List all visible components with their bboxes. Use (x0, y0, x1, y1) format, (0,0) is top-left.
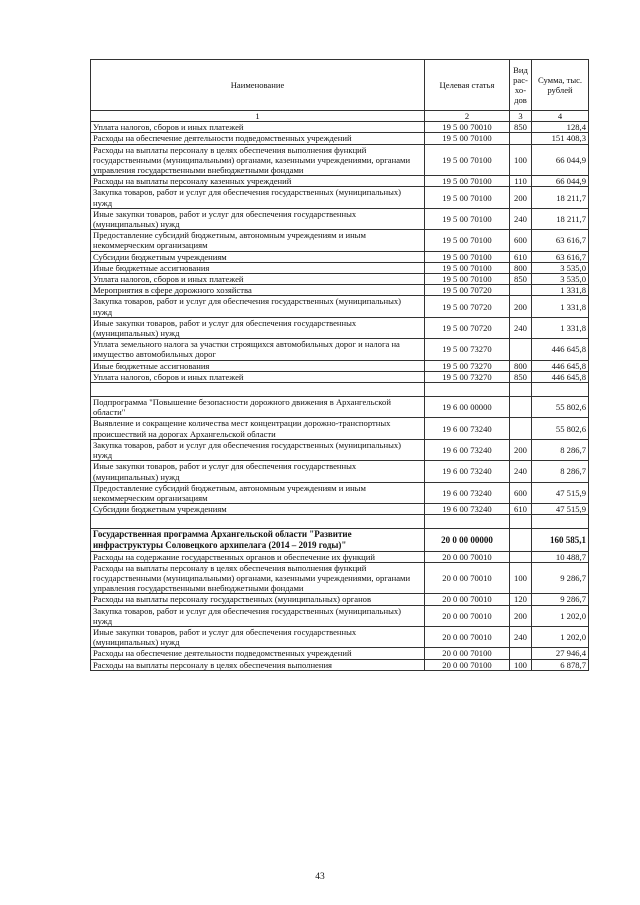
row-code-cell: 19 5 00 70100 (425, 133, 510, 144)
row-type-cell (510, 133, 532, 144)
table-body (91, 122, 589, 671)
row-sum-cell: 1 202,0 (532, 605, 589, 626)
row-sum-cell: 128,4 (532, 122, 589, 133)
table-row (91, 383, 589, 397)
row-code-cell: 19 5 00 70720 (425, 296, 510, 317)
table-row (91, 317, 589, 338)
row-name-cell: Государственная программа Архангельской области "Развитие инфраструктуры Соловецкого архипелага (2014 – 2019 годы)" (91, 529, 425, 551)
row-sum-cell: 160 585,1 (532, 529, 589, 551)
row-code-cell: 20 0 00 70010 (425, 594, 510, 605)
table-row (91, 461, 589, 482)
row-code-cell: 20 0 00 70010 (425, 551, 510, 562)
row-code-cell: 19 5 00 70100 (425, 274, 510, 285)
budget-table (90, 59, 589, 671)
table-row (91, 594, 589, 605)
row-code-cell: 19 6 00 73240 (425, 461, 510, 482)
table-row (91, 397, 589, 418)
row-type-cell (510, 285, 532, 296)
row-type-cell (510, 339, 532, 360)
table-row (91, 339, 589, 360)
row-type-cell: 240 (510, 317, 532, 338)
row-type-cell: 200 (510, 605, 532, 626)
row-code-cell: 20 0 00 00000 (425, 529, 510, 551)
row-name-cell: Уплата налогов, сборов и иных платежей (91, 371, 425, 382)
row-name-cell: Мероприятия в сфере дорожного хозяйства (91, 285, 425, 296)
row-type-cell: 100 (510, 562, 532, 594)
row-code-cell: 20 0 00 70010 (425, 562, 510, 594)
column-number: 4 (532, 111, 589, 122)
table-row (91, 515, 589, 529)
row-type-cell: 240 (510, 626, 532, 647)
row-code-cell (425, 383, 510, 397)
table-row (91, 262, 589, 273)
row-name-cell: Расходы на выплаты персоналу государственных (муниципальных) органов (91, 594, 425, 605)
row-sum-cell: 1 331,8 (532, 285, 589, 296)
row-code-cell: 19 5 00 70100 (425, 208, 510, 229)
row-type-cell (510, 418, 532, 439)
row-sum-cell: 1 331,8 (532, 317, 589, 338)
row-type-cell: 850 (510, 274, 532, 285)
row-code-cell: 20 0 00 70100 (425, 648, 510, 659)
row-code-cell: 20 0 00 70010 (425, 605, 510, 626)
row-code-cell: 19 5 00 73270 (425, 360, 510, 371)
table-row (91, 562, 589, 594)
page-number: 43 (315, 872, 325, 882)
row-type-cell (510, 551, 532, 562)
row-sum-cell: 63 616,7 (532, 230, 589, 251)
row-sum-cell: 446 645,8 (532, 360, 589, 371)
row-name-cell: Иные закупки товаров, работ и услуг для обеспечения государственных (муниципальных) нужд (91, 626, 425, 647)
row-type-cell: 240 (510, 461, 532, 482)
row-name-cell: Иные закупки товаров, работ и услуг для обеспечения государственных (муниципальных) нужд (91, 208, 425, 229)
table-row (91, 251, 589, 262)
table-row (91, 648, 589, 659)
row-sum-cell: 3 535,0 (532, 262, 589, 273)
table-header-row (91, 60, 589, 111)
row-name-cell: Уплата налогов, сборов и иных платежей (91, 274, 425, 285)
row-code-cell: 19 5 00 70100 (425, 262, 510, 273)
row-sum-cell: 6 878,7 (532, 659, 589, 670)
row-code-cell: 19 6 00 73240 (425, 418, 510, 439)
row-type-cell: 800 (510, 360, 532, 371)
table-row (91, 285, 589, 296)
row-type-cell: 120 (510, 594, 532, 605)
table-row (91, 122, 589, 133)
row-name-cell (91, 383, 425, 397)
row-type-cell (510, 529, 532, 551)
row-sum-cell: 47 515,9 (532, 482, 589, 503)
row-sum-cell (532, 515, 589, 529)
row-sum-cell: 151 408,3 (532, 133, 589, 144)
row-name-cell: Уплата земельного налога за участки строящихся автомобильных дорог и налога на имущество автомобильных дорог (91, 339, 425, 360)
row-type-cell: 600 (510, 230, 532, 251)
row-name-cell: Подпрограмма "Повышение безопасности дорожного движения в Архангельской области" (91, 397, 425, 418)
row-sum-cell: 446 645,8 (532, 371, 589, 382)
row-name-cell: Расходы на выплаты персоналу в целях обеспечения выполнения функций государственными (муниципальными) органами, казенными учреждениями, органами управления государственными внебюджетными фондами (91, 562, 425, 594)
row-name-cell: Субсидии бюджетным учреждениям (91, 251, 425, 262)
row-type-cell: 200 (510, 296, 532, 317)
row-type-cell: 100 (510, 144, 532, 176)
table-row (91, 230, 589, 251)
row-sum-cell: 66 044,9 (532, 176, 589, 187)
row-type-cell: 850 (510, 371, 532, 382)
row-code-cell: 19 5 00 70720 (425, 285, 510, 296)
row-sum-cell: 9 286,7 (532, 594, 589, 605)
row-sum-cell: 66 044,9 (532, 144, 589, 176)
row-sum-cell: 446 645,8 (532, 339, 589, 360)
row-code-cell: 19 5 00 70100 (425, 176, 510, 187)
row-sum-cell: 27 946,4 (532, 648, 589, 659)
row-name-cell: Закупка товаров, работ и услуг для обеспечения государственных (муниципальных) нужд (91, 439, 425, 460)
row-sum-cell (532, 383, 589, 397)
row-type-cell (510, 397, 532, 418)
table-row (91, 439, 589, 460)
table-row (91, 208, 589, 229)
row-code-cell: 19 6 00 73240 (425, 439, 510, 460)
header-code: Целевая статья (425, 60, 510, 111)
row-sum-cell: 18 211,7 (532, 208, 589, 229)
row-sum-cell: 10 488,7 (532, 551, 589, 562)
row-type-cell: 600 (510, 482, 532, 503)
table-row (91, 187, 589, 208)
table-row (91, 133, 589, 144)
row-name-cell: Субсидии бюджетным учреждениям (91, 504, 425, 515)
row-name-cell: Расходы на выплаты персоналу казенных учреждений (91, 176, 425, 187)
row-name-cell: Закупка товаров, работ и услуг для обеспечения государственных (муниципальных) нужд (91, 605, 425, 626)
table-row (91, 626, 589, 647)
row-code-cell: 19 5 00 70100 (425, 144, 510, 176)
row-name-cell: Иные бюджетные ассигнования (91, 360, 425, 371)
header-name: Наименование (91, 60, 425, 111)
row-sum-cell: 55 802,6 (532, 418, 589, 439)
header-sum: Сумма, тыс. рублей (532, 60, 589, 111)
table-row (91, 482, 589, 503)
table-row (91, 176, 589, 187)
row-code-cell: 19 5 00 70010 (425, 122, 510, 133)
row-type-cell (510, 515, 532, 529)
table-row (91, 659, 589, 670)
row-name-cell: Расходы на обеспечение деятельности подведомственных учреждений (91, 648, 425, 659)
row-sum-cell: 47 515,9 (532, 504, 589, 515)
row-type-cell (510, 648, 532, 659)
row-name-cell: Предоставление субсидий бюджетным, автономным учреждениям и иным некоммерческим организациям (91, 482, 425, 503)
row-sum-cell: 63 616,7 (532, 251, 589, 262)
row-code-cell: 20 0 00 70100 (425, 659, 510, 670)
row-name-cell: Иные закупки товаров, работ и услуг для обеспечения государственных (муниципальных) нужд (91, 317, 425, 338)
row-type-cell: 800 (510, 262, 532, 273)
row-sum-cell: 3 535,0 (532, 274, 589, 285)
row-code-cell: 19 5 00 70720 (425, 317, 510, 338)
row-code-cell: 19 5 00 70100 (425, 251, 510, 262)
row-name-cell: Закупка товаров, работ и услуг для обеспечения государственных (муниципальных) нужд (91, 296, 425, 317)
row-code-cell: 20 0 00 70010 (425, 626, 510, 647)
column-number-row (91, 111, 589, 122)
row-name-cell (91, 515, 425, 529)
row-name-cell: Расходы на выплаты персоналу в целях обеспечения выполнения (91, 659, 425, 670)
table-row (91, 296, 589, 317)
row-sum-cell: 1 202,0 (532, 626, 589, 647)
table-row (91, 371, 589, 382)
row-type-cell: 240 (510, 208, 532, 229)
row-type-cell: 610 (510, 251, 532, 262)
row-sum-cell: 8 286,7 (532, 461, 589, 482)
row-type-cell (510, 383, 532, 397)
table-row (91, 274, 589, 285)
header-type: Вид рас-хо-дов (510, 60, 532, 111)
row-code-cell: 19 6 00 73240 (425, 504, 510, 515)
row-sum-cell: 18 211,7 (532, 187, 589, 208)
table-row (91, 144, 589, 176)
table-row (91, 418, 589, 439)
row-name-cell: Расходы на выплаты персоналу в целях обеспечения выполнения функций государственными (муниципальными) органами, казенными учреждениями, органами управления государственными внебюджетными фондами (91, 144, 425, 176)
table-row (91, 529, 589, 551)
row-sum-cell: 9 286,7 (532, 562, 589, 594)
row-sum-cell: 1 331,8 (532, 296, 589, 317)
row-code-cell (425, 515, 510, 529)
column-number: 1 (91, 111, 425, 122)
row-type-cell: 610 (510, 504, 532, 515)
row-code-cell: 19 6 00 00000 (425, 397, 510, 418)
row-name-cell: Расходы на содержание государственных органов и обеспечение их функций (91, 551, 425, 562)
row-type-cell: 200 (510, 187, 532, 208)
row-code-cell: 19 5 00 73270 (425, 339, 510, 360)
row-type-cell: 850 (510, 122, 532, 133)
row-name-cell: Выявление и сокращение количества мест концентрации дорожно-транспортных происшествий на дорогах Архангельской области (91, 418, 425, 439)
row-type-cell: 100 (510, 659, 532, 670)
row-code-cell: 19 5 00 70100 (425, 230, 510, 251)
row-code-cell: 19 5 00 70100 (425, 187, 510, 208)
row-code-cell: 19 5 00 73270 (425, 371, 510, 382)
table-row (91, 504, 589, 515)
column-number: 3 (510, 111, 532, 122)
table-row (91, 360, 589, 371)
table-row (91, 551, 589, 562)
column-number: 2 (425, 111, 510, 122)
row-name-cell: Предоставление субсидий бюджетным, автономным учреждениям и иным некоммерческим организациям (91, 230, 425, 251)
row-sum-cell: 8 286,7 (532, 439, 589, 460)
row-name-cell: Расходы на обеспечение деятельности подведомственных учреждений (91, 133, 425, 144)
row-name-cell: Иные бюджетные ассигнования (91, 262, 425, 273)
row-name-cell: Уплата налогов, сборов и иных платежей (91, 122, 425, 133)
row-name-cell: Закупка товаров, работ и услуг для обеспечения государственных (муниципальных) нужд (91, 187, 425, 208)
row-name-cell: Иные закупки товаров, работ и услуг для обеспечения государственных (муниципальных) нужд (91, 461, 425, 482)
row-sum-cell: 55 802,6 (532, 397, 589, 418)
row-type-cell: 110 (510, 176, 532, 187)
row-type-cell: 200 (510, 439, 532, 460)
table-row (91, 605, 589, 626)
row-code-cell: 19 6 00 73240 (425, 482, 510, 503)
